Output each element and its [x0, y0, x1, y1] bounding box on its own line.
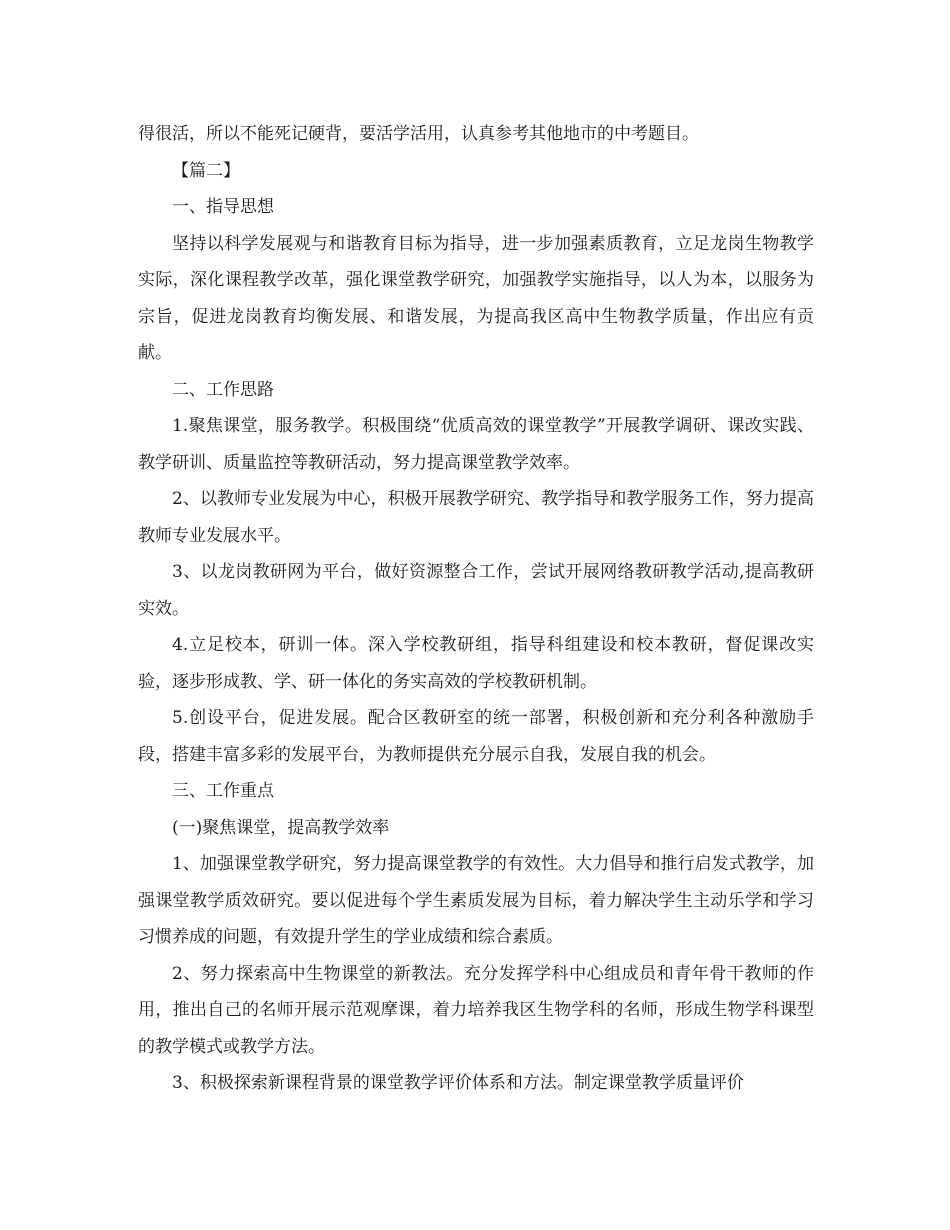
section-label: 【篇二】 [172, 160, 240, 181]
paragraph: 得很活，所以不能死记硬背，要活学活用，认真参考其他地市的中考题目。 [138, 124, 699, 144]
paragraph: 2、努力探索高中生物课堂的新教法。充分发挥学科中心组成员和青年骨干教师的作用，推出自己的名师开展示范观摩课，着力培养我区生物学科的名师，形成生物学科课型的教学模式或教学方法。 [138, 963, 814, 1057]
paragraph: 5.创设平台，促进发展。配合区教研室的统一部署，积极创新和充分利各种激励手段，搭建丰富多彩的发展平台，为教师提供充分展示自我，发展自我的机会。 [138, 708, 814, 765]
heading: 三、工作重点 [172, 781, 274, 801]
paragraph: 2、以教师专业发展为中心，积极开展教学研究、教学指导和教学服务工作，努力提高教师专业发展水平。 [138, 489, 814, 546]
heading: 一、指导思想 [172, 197, 274, 217]
paragraph: 坚持以科学发展观与和谐教育目标为指导，进一步加强素质教育，立足龙岗生物教学实际，深化课程教学改革，强化课堂教学研究，加强教学实施指导，以人为本，以服务为宗旨，促进龙岗教育均衡发展、和谐发展，为提高我区高中生物教学质量，作出应有贡献。 [138, 233, 814, 363]
paragraph: 4.立足校本，研训一体。深入学校教研组，指导科组建设和校本教研，督促课改实验，逐步形成教、学、研一体化的务实高效的学校教研机制。 [138, 635, 814, 692]
paragraph: 3、积极探索新课程背景的课堂教学评价体系和方法。制定课堂教学质量评价 [172, 1073, 744, 1093]
paragraph: 1.聚焦课堂，服务教学。积极围绕“优质高效的课堂教学”开展教学调研、课改实践、教学研训、质量监控等教研活动，努力提高课堂教学效率。 [138, 416, 814, 473]
subheading: (一)聚焦课堂，提高教学效率 [172, 817, 390, 838]
paragraph: 3、以龙岗教研网为平台，做好资源整合工作，尝试开展网络教研教学活动,提高教研实效。 [138, 562, 814, 619]
heading: 二、工作思路 [172, 379, 274, 400]
paragraph: 1、加强课堂教学研究，努力提高课堂教学的有效性。大力倡导和推行启发式教学，加强课堂教学质效研究。要以促进每个学生素质发展为目标，着力解决学生主动乐学和学习习惯养成的问题，有效提升学生的学业成绩和综合素质。 [138, 854, 814, 947]
document-body [138, 116, 814, 1102]
